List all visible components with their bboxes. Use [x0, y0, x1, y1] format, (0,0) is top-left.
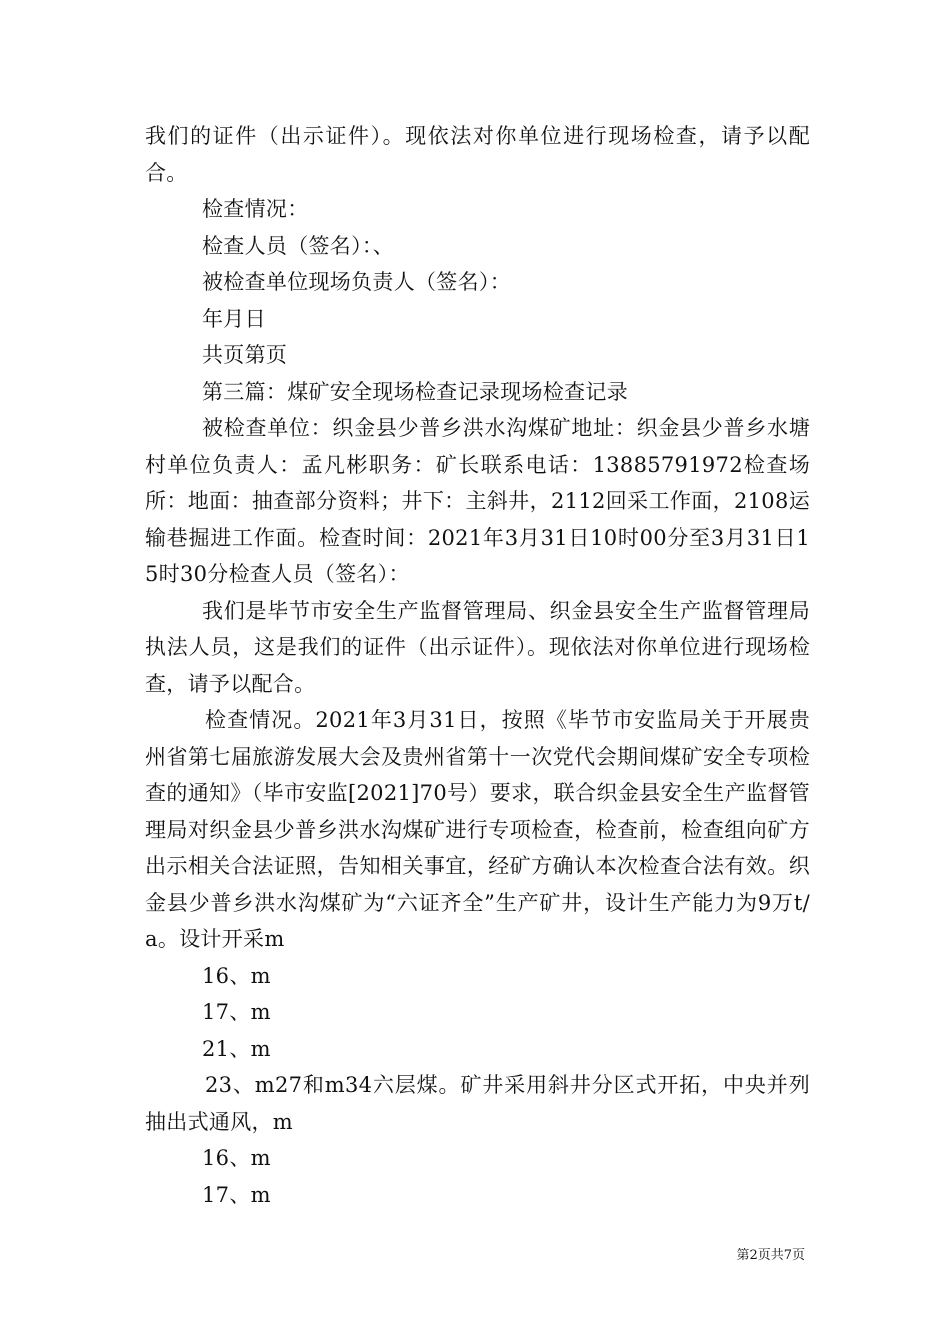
paragraph-8: 被检查单位：织金县少普乡洪水沟煤矿地址：织金县少普乡水塘村单位负责人：孟凡彬职务：矿长联系电话：13885791972检查场所：地面：抽查部分资料；井下：主斜井，2112回采工作面，2108运输巷掘进工作面。检查时间：2021年3月31日10时00分至3月31日15时30分检查人员（签名）：: [145, 416, 810, 586]
paragraph-12: 17、m: [202, 1000, 271, 1024]
paragraph-1: 我们的证件（出示证件）。现依法对你单位进行现场检查，请予以配合。: [145, 124, 810, 185]
page-number-footer: 第2页共7页: [736, 1248, 805, 1263]
paragraph-11: 16、m: [202, 963, 271, 988]
paragraph-2: 检查情况：: [202, 197, 309, 221]
paragraph-16: 17、m: [202, 1182, 271, 1207]
paragraph-14: 23、m27和m34六层煤。矿井采用斜井分区式开拓，中央并列抽出式通风，m: [145, 1073, 810, 1134]
document-body: [145, 118, 810, 1213]
section-heading: 第三篇：煤矿安全现场检查记录现场检查记录: [202, 379, 628, 404]
paragraph-15: 16、m: [202, 1146, 271, 1170]
paragraph-3: 检查人员（签名）：、: [202, 233, 394, 258]
paragraph-6: 共页第页: [202, 343, 288, 367]
paragraph-5: 年月日: [202, 306, 266, 331]
paragraph-13: 21、m: [202, 1036, 271, 1061]
paragraph-9: 我们是毕节市安全生产监督管理局、织金县安全生产监督管理局执法人员，这是我们的证件（出示证件）。现依法对你单位进行现场检查，请予以配合。: [145, 598, 810, 696]
paragraph-4: 被检查单位现场负责人（签名）：: [202, 270, 511, 294]
paragraph-10: 检查情况。2021年3月31日，按照《毕节市安监局关于开展贵州省第七届旅游发展大会及贵州省第十一次党代会期间煤矿安全专项检查的通知》（毕市安监[2021]70号）要求，联合织金县安全生产监督管理局对织金县少普乡洪水沟煤矿进行专项检查，检查前，检查组向矿方出示相关合法证照，告知相关事宜，经矿方确认本次检查合法有效。织金县少普乡洪水沟煤矿为“六证齐全”生产矿井，设计生产能力为9万t/a。设计开采m: [145, 708, 810, 951]
